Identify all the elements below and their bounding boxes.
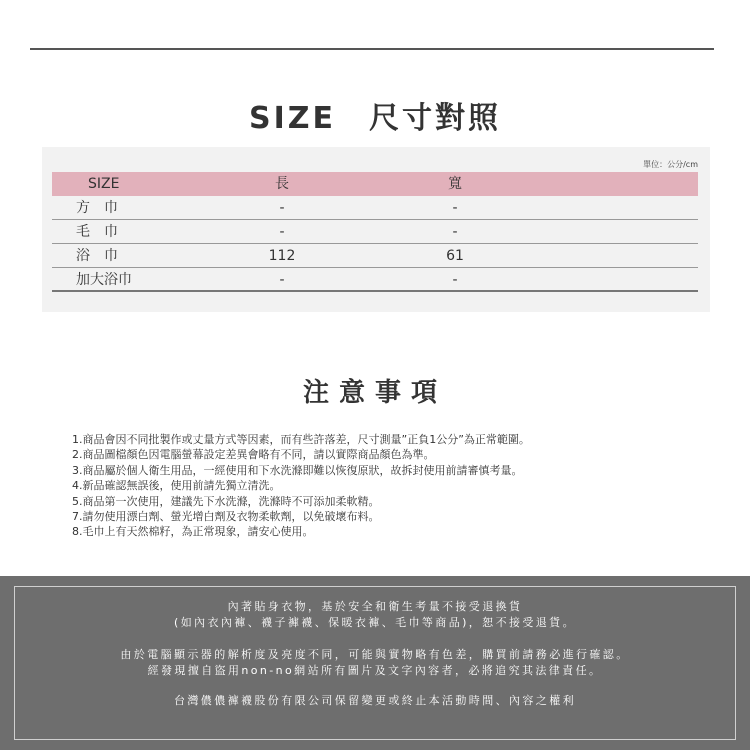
column-header-size: SIZE: [88, 176, 120, 192]
table-row: [52, 220, 698, 244]
row-name: 浴 巾: [76, 248, 118, 264]
unit-note: 單位：公分/cm: [643, 160, 698, 169]
notice-item: 1.商品會因不同批製作或丈量方式等因素，而有些許落差，尺寸測量”正負1公分”為正常範圍。: [72, 433, 530, 446]
size-table: [52, 172, 698, 292]
column-header-width: 寬: [448, 176, 462, 192]
row-name: 加大浴巾: [76, 272, 132, 288]
footer-return-examples: (如內衣內褲、襪子褲襪、保暖衣褲、毛巾等商品)，恕不接受退貨。: [174, 616, 576, 629]
notice-item: 5.商品第一次使用，建議先下水洗滌，洗滌時不可添加柔軟精。: [72, 494, 380, 508]
table-header-row: [52, 172, 698, 196]
top-divider: [30, 48, 714, 50]
footer-copyright-notice: 經發現擅自盜用non-no網站所有圖片及文字內容者，必將追究其法律責任。: [147, 664, 603, 677]
size-table-panel: [42, 147, 710, 312]
footer-return-policy: 內著貼身衣物，基於安全和衛生考量不接受退換貨: [227, 600, 523, 613]
column-header-length: 長: [275, 176, 289, 192]
row-length: -: [279, 272, 285, 288]
footer-company-rights: 台灣儂儂褲襪股份有限公司保留變更或終止本活動時間、內容之權利: [174, 694, 576, 707]
footer-color-disclaimer: 由於電腦顯示器的解析度及亮度不同，可能與實物略有色差，購買前請務必進行確認。: [120, 648, 630, 661]
notice-item: 4.新品確認無誤後，使用前請先獨立清洗。: [72, 479, 281, 493]
notice-item: 3.商品屬於個人衛生用品，一經使用和下水洗滌即難以恢復原狀，故拆封使用前請審慎考量。: [72, 463, 523, 477]
row-width: 61: [446, 248, 464, 264]
row-length: 112: [268, 248, 296, 264]
notice-item: 7.請勿使用漂白劑、螢光增白劑及衣物柔軟劑，以免破壞布料。: [72, 510, 380, 524]
row-name: 毛 巾: [76, 224, 118, 240]
footer-panel: [0, 576, 750, 750]
table-row: [52, 268, 698, 292]
notice-title: 注意事項: [302, 378, 447, 408]
row-width: -: [452, 224, 458, 240]
notice-item: 8.毛巾上有天然棉籽，為正常現象，請安心使用。: [72, 525, 314, 539]
row-width: -: [452, 200, 458, 216]
row-name: 方 巾: [76, 200, 118, 216]
notice-item: 2.商品圖檔顏色因電腦螢幕設定差異會略有不同，請以實際商品顏色為準。: [72, 448, 435, 462]
table-row: [52, 196, 698, 220]
row-width: -: [452, 272, 458, 288]
table-row: [52, 244, 698, 268]
row-length: -: [279, 224, 285, 240]
notice-list: [72, 432, 712, 540]
row-length: -: [279, 200, 285, 216]
size-section-title: SIZE 尺寸對照: [248, 101, 501, 136]
